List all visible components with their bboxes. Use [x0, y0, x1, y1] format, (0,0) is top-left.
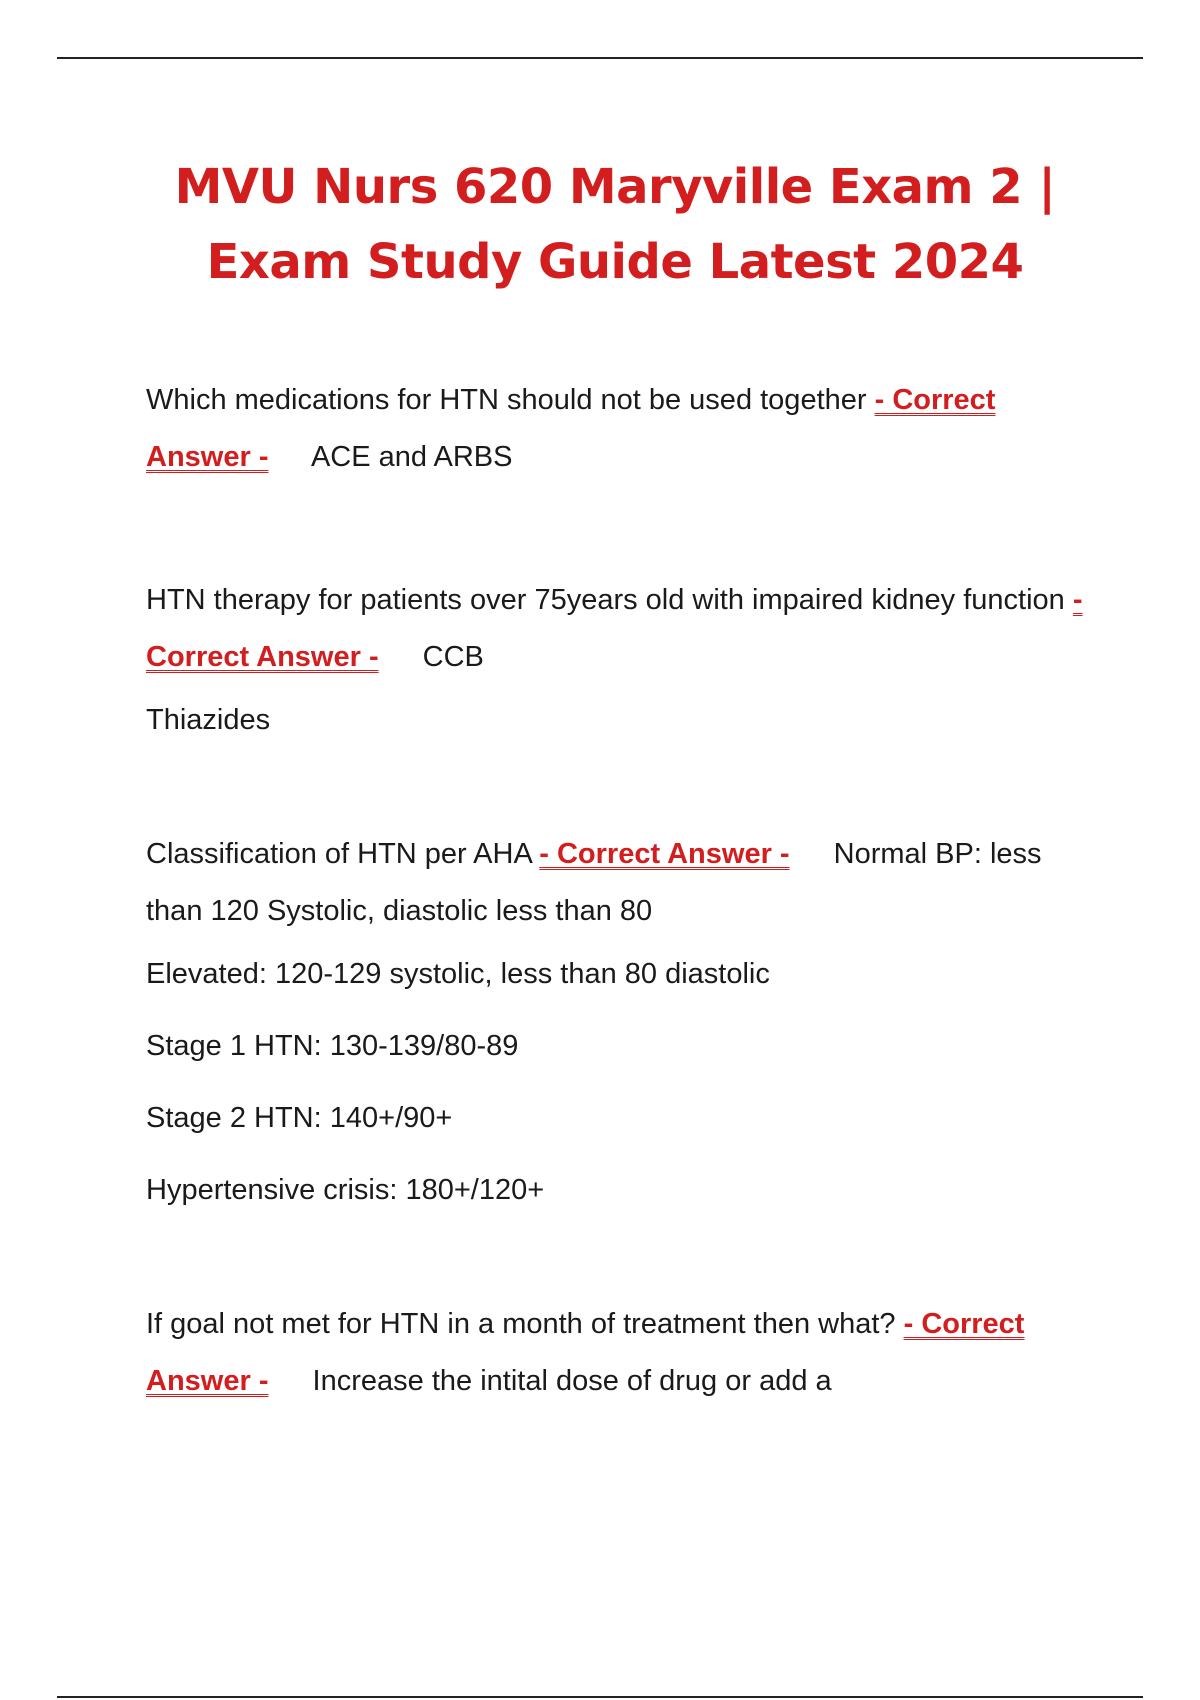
question-text: HTN therapy for patients over 75years old with impaired kidney function — [146, 584, 1065, 616]
top-rule — [57, 57, 1143, 59]
question-text: Which medications for HTN should not be used together — [146, 384, 867, 416]
question-text: If goal not met for HTN in a month of treatment then what? — [146, 1308, 896, 1340]
qa-item — [146, 1296, 1086, 1410]
qa-list — [146, 372, 1086, 1410]
answer-extra-line: Stage 2 HTN: 140+/90+ — [146, 1102, 453, 1134]
qa-text — [146, 572, 1086, 686]
answer-extra-line: Elevated: 120-129 systolic, less than 80 diastolic — [146, 958, 770, 990]
answer-extra-line: Thiazides — [146, 704, 271, 736]
qa-item — [146, 572, 1086, 686]
correct-answer-tag: - Correct Answer - — [146, 584, 1083, 673]
answer-text: Increase the intital dose of drug or add a — [312, 1365, 832, 1397]
qa-text — [146, 372, 1086, 486]
qa-item — [146, 826, 1086, 940]
answer-extra-line: Hypertensive crisis: 180+/120+ — [146, 1174, 545, 1206]
question-text: Classification of HTN per AHA — [146, 838, 532, 870]
answer-text: Normal BP: less than 120 Systolic, diastolic less than 80 — [146, 838, 1042, 927]
correct-answer-tag: - Correct Answer - — [539, 838, 790, 870]
qa-item — [146, 372, 1086, 486]
qa-text — [146, 826, 1086, 940]
correct-answer-tag: - Correct Answer - — [146, 1308, 1025, 1397]
answer-text: ACE and ARBS — [310, 441, 513, 473]
answer-text: CCB — [422, 641, 484, 673]
answer-extra-line: Stage 1 HTN: 130-139/80-89 — [146, 1030, 519, 1062]
correct-answer-tag: - Correct Answer - — [146, 384, 996, 473]
qa-text — [146, 1296, 1086, 1410]
bottom-rule — [57, 1696, 1143, 1698]
page-title: MVU Nurs 620 Maryville Exam 2 | Exam Study Guide Latest 2024 — [174, 159, 1056, 290]
